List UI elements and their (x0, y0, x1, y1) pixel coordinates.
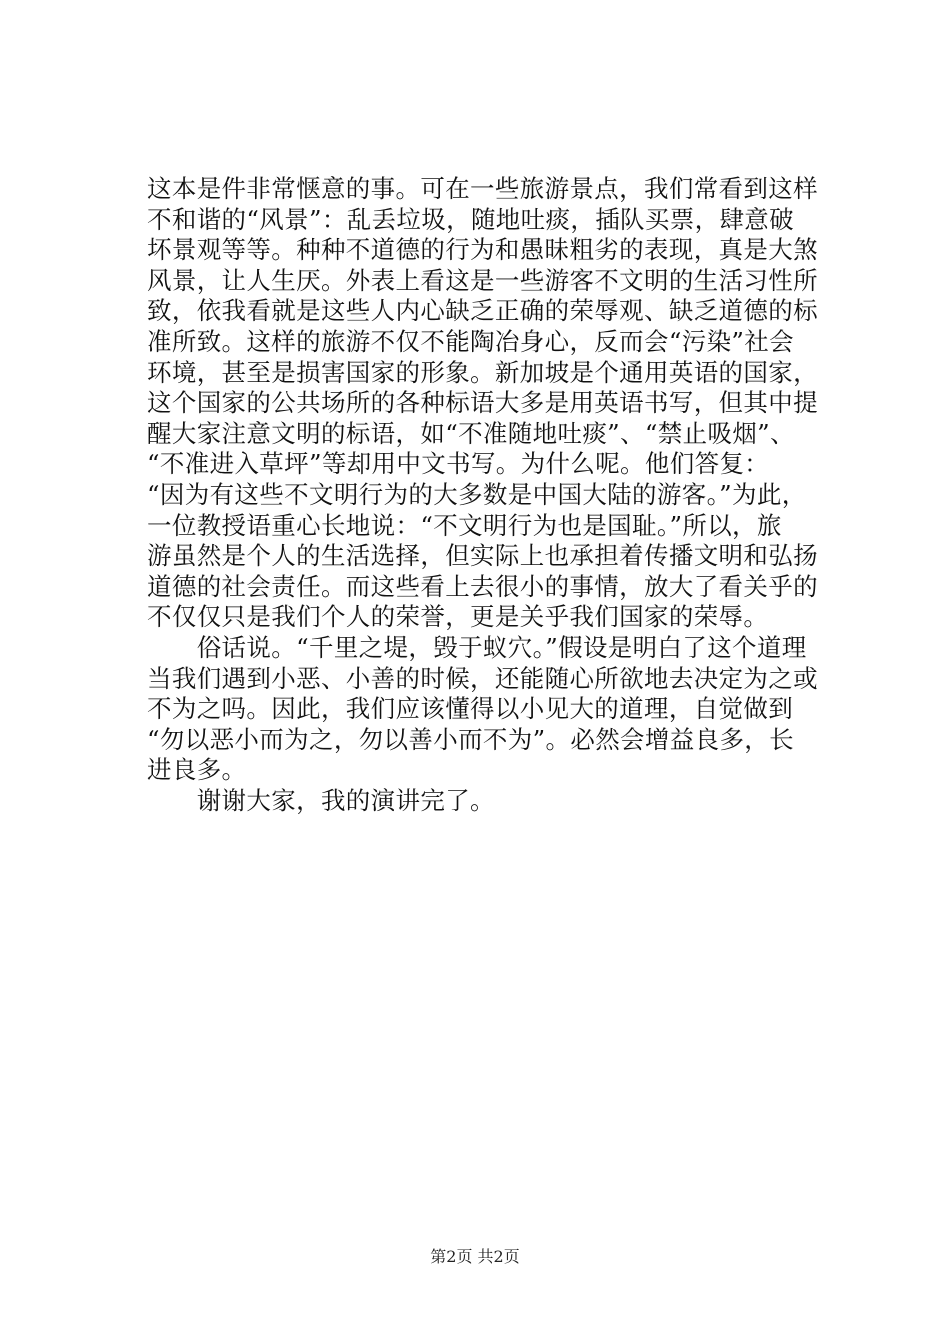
text-line: 这本是件非常惬意的事。可在一些旅游景点，我们常看到这样 (147, 174, 818, 203)
text-line: 一位教授语重心长地说：“不文明行为也是国耻。”所以，旅 (147, 510, 782, 540)
text-line: 进良多。 (147, 755, 247, 785)
paragraph-start-line: 俗话说。“千里之堤，毁于蚁穴。”假设是明白了这个道理 (147, 632, 807, 662)
page-footer: 第2页 共2页 (430, 1247, 520, 1266)
text-line: 当我们遇到小恶、小善的时候，还能随心所欲地去决定为之或 (147, 663, 818, 693)
text-line: 醒大家注意文明的标语，如“不准随地吐痰”、“禁止吸烟”、 (147, 418, 795, 448)
text-line: 道德的社会责任。而这些看上去很小的事情，放大了看关乎的 (147, 571, 818, 601)
text-line: 不和谐的“风景”：乱丢垃圾，随地吐痰，插队买票，肆意破 (147, 204, 794, 234)
paragraph-start-line: 谢谢大家，我的演讲完了。 (147, 785, 495, 815)
text-line: 坏景观等等。种种不道德的行为和愚昧粗劣的表现，真是大煞 (147, 235, 818, 265)
text-line: 准所致。这样的旅游不仅不能陶冶身心，反而会“污染”社会 (147, 326, 794, 356)
body-text (147, 174, 818, 816)
text-line: 风景，让人生厌。外表上看这是一些游客不文明的生活习性所 (147, 265, 818, 295)
text-line: 游虽然是个人的生活选择，但实际上也承担着传播文明和弘扬 (147, 541, 818, 571)
text-line: 环境，甚至是损害国家的形象。新加坡是个通用英语的国家， (147, 357, 818, 387)
text-line: “不准进入草坪”等却用中文书写。为什么呢。他们答复： (147, 449, 770, 479)
text-line: 这个国家的公共场所的各种标语大多是用英语书写，但其中提 (147, 388, 818, 418)
text-line: “勿以恶小而为之，勿以善小而不为”。必然会增益良多，长 (147, 724, 794, 754)
text-line: 不仅仅只是我们个人的荣誉，更是关乎我们国家的荣辱。 (147, 602, 769, 632)
text-line: 致，依我看就是这些人内心缺乏正确的荣辱观、缺乏道德的标 (147, 296, 818, 326)
text-line: “因为有这些不文明行为的大多数是中国大陆的游客。”为此， (147, 479, 807, 509)
text-line: 不为之吗。因此，我们应该懂得以小见大的道理，自觉做到 (147, 694, 794, 724)
